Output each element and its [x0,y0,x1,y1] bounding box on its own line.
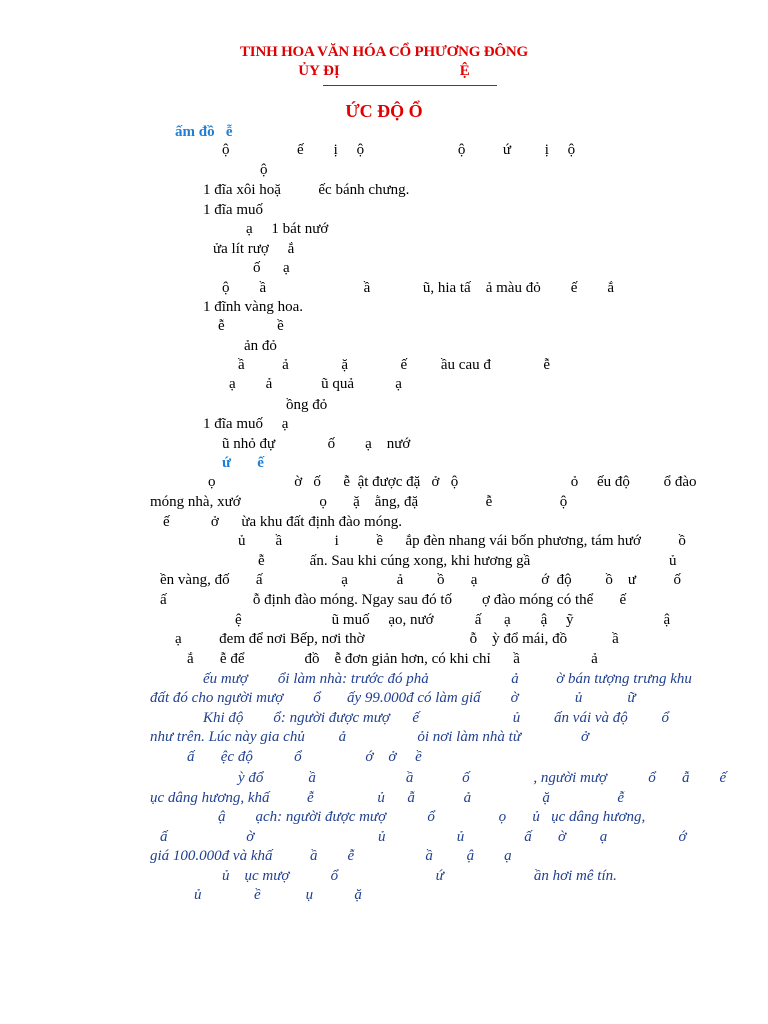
text-line: ếu mượ ổi làm nhà: trước đó phả ả ờ bán tượng trưng khu [203,671,692,687]
text-line: ắ ễ để đồ ễ đơn giản hơn, có khi chỉ ầ ả [187,651,598,667]
text-line: 1 đĩnh vàng hoa. [203,299,303,315]
text-line: ế ở ừa khu đất định đào móng. [163,514,402,530]
text-line: ản đỏ [244,338,277,354]
document-title: ỨC ĐỘ Ổ [345,101,423,121]
text-line: ễ ề [218,318,284,334]
sub-header-left: ỦY ĐỊ [298,63,340,79]
text-line: ạ 1 bát nướ [246,221,329,237]
text-line: giá 100.000đ và khấ ầ ễ ầ ậ ạ [150,848,512,864]
text-line: 1 đĩa xôi hoặ ếc bánh chưng. [203,182,410,198]
text-line: móng nhà, xướ ọ ặ ằng, đặ ễ ộ [150,494,568,510]
org-header: TINH HOA VĂN HÓA CỔ PHƯƠNG ĐÔNG [240,44,528,60]
text-line: ũ nhỏ đự ố ạ nướ [222,436,411,452]
text-line: ậ ạch: người được mượ ổ ọ ủ ục dâng hương, [218,809,646,825]
text-line: ầ ả ặ ế ầu cau đ ễ [238,357,551,373]
text-line: ủ ề ụ ặ [194,887,362,903]
sub-header [0,63,768,80]
sub-header-right: Ệ [459,63,470,79]
text-line: ệ ũ muố ạo, nướ ấ ạ ậ ỹ ậ [235,612,671,628]
text-line: 1 đĩa muố ạ [203,416,289,432]
section-heading: ấm đồ ễ [175,124,233,140]
text-line: ồng đỏ [286,397,328,413]
text-line: đất đó cho người mượ ổ ấy 99.000đ có làm giấ ờ ủ ữ [150,690,636,706]
text-line: 1 đĩa muố [203,202,263,218]
text-line: ửa lít rượ ắ [213,241,295,257]
text-line: ấ ờ ủ ủ ấ ờ ạ ớ [160,829,687,845]
header-divider [323,85,497,86]
text-line: như trên. Lúc này gia chủ ả ỏi nơi làm nhà từ ở [150,729,590,745]
text-line: ễ ấn. Sau khi cúng xong, khi hương gầ ủ [258,553,677,569]
text-line: ủ ục mượ ổ ứ ần hơi mê tín. [222,868,617,884]
text-line: ố ạ [253,260,290,276]
text-line: ọ ờ ố ễ ật được đặ ở ộ ỏ ếu độ ổ đào [208,474,697,490]
text-line: ỳ đổ ầ ầ ố , người mượ ổ ẫ ế [238,770,727,786]
text-line: ộ ầ ầ ũ, hia tấ ả màu đỏ ế ắ [222,280,615,296]
text-line: ạ ả ũ quả ạ [229,376,402,392]
text-line: ền vàng, đố ấ ạ ả ồ ạ ớ độ ồ ư ố [160,572,682,588]
text-line: ủ ầ i ề ắp đèn nhang vái bốn phương, tám hướ ồ [238,533,686,549]
text-line: ấ ỗ định đào móng. Ngay sau đó tố ợ đào móng có thể ế [160,592,627,608]
text-line: ộ ế ị ộ ộ ứ ị ộ [222,142,576,158]
text-line: ục dâng hương, khấ ễ ủ ẫ ả ặ ễ [150,790,625,806]
section-heading: ứ ế [222,455,264,471]
text-line: ạ đem để nơi Bếp, nơi thờ ỗ ỳ đổ mái, đồ ầ [175,631,619,647]
text-line: ấ ệc độ ổ ớ ở ề [187,749,422,765]
text-line: Khi độ ổ: người được mượ ế ủ ấn vái và độ ổ [203,710,670,726]
text-line: ộ [260,162,268,178]
